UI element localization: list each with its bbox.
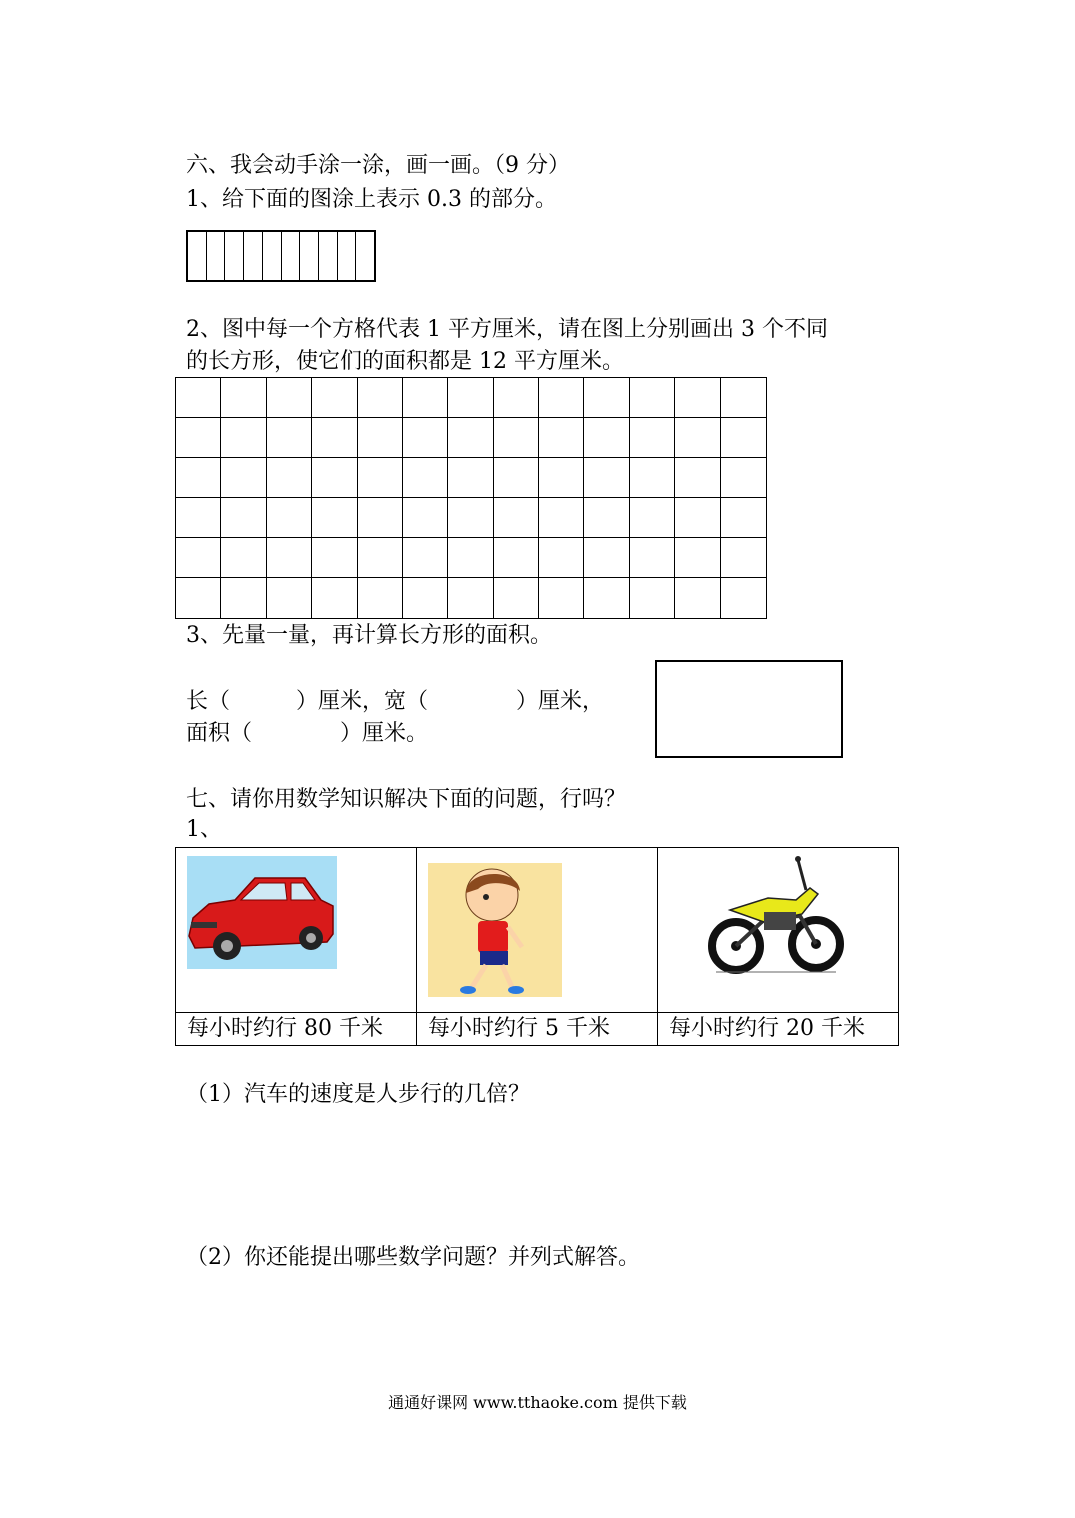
grid-square[interactable] [630,498,675,538]
question-3-area: 面积（ ）厘米。 [186,721,429,746]
strip-cell[interactable] [300,232,319,280]
grid-square[interactable] [403,418,448,458]
motorcycle-icon [706,854,846,980]
grid-square[interactable] [176,378,221,418]
grid-square[interactable] [267,418,312,458]
grid-square[interactable] [312,418,357,458]
strip-cell[interactable] [263,232,282,280]
grid-square[interactable] [584,578,629,618]
question-1: 1、给下面的图涂上表示 0.3 的部分。 [186,187,557,212]
grid-square[interactable] [176,538,221,578]
grid-square[interactable] [721,538,766,578]
motorcycle-speed-label: 每小时约行 20 千米 [658,1013,899,1046]
grid-square[interactable] [312,578,357,618]
grid-square[interactable] [630,458,675,498]
grid-square[interactable] [403,538,448,578]
grid-square[interactable] [584,458,629,498]
grid-square[interactable] [630,418,675,458]
grid-square[interactable] [358,378,403,418]
grid-square[interactable] [221,418,266,458]
grid-square[interactable] [358,498,403,538]
grid-square[interactable] [675,538,720,578]
grid-square[interactable] [448,498,493,538]
strip-cell[interactable] [356,232,374,280]
grid-square[interactable] [584,498,629,538]
question-2-line2: 的长方形，使它们的面积都是 12 平方厘米。 [186,349,624,374]
grid-square[interactable] [267,498,312,538]
grid-square[interactable] [675,578,720,618]
grid-square[interactable] [539,378,584,418]
grid-square[interactable] [675,498,720,538]
question-3: 3、先量一量，再计算长方形的面积。 [186,623,552,648]
boy-cell [417,848,658,1013]
strip-cell[interactable] [338,232,357,280]
grid-square[interactable] [403,578,448,618]
grid-square[interactable] [539,538,584,578]
grid-square[interactable] [221,378,266,418]
grid-square[interactable] [358,458,403,498]
strip-cell[interactable] [282,232,301,280]
grid-square[interactable] [721,378,766,418]
grid-square[interactable] [358,578,403,618]
footer: 通通好课网 www.tthaoke.com 提供下载 [388,1393,687,1412]
car-cell [176,848,417,1013]
walk-speed-label: 每小时约行 5 千米 [417,1013,658,1046]
grid-square[interactable] [358,418,403,458]
measure-rectangle [655,660,843,758]
strip-cell[interactable] [244,232,263,280]
strip-cell[interactable] [188,232,207,280]
car-speed-label: 每小时约行 80 千米 [176,1013,417,1046]
grid-square[interactable] [675,418,720,458]
grid-square[interactable] [403,458,448,498]
grid-square[interactable] [267,578,312,618]
grid-square[interactable] [494,378,539,418]
grid-square[interactable] [403,378,448,418]
grid-square[interactable] [539,458,584,498]
grid-square[interactable] [448,378,493,418]
grid-square[interactable] [539,498,584,538]
grid-square[interactable] [675,458,720,498]
grid-square[interactable] [221,498,266,538]
strip-cell[interactable] [319,232,338,280]
speed-table [175,847,899,1046]
grid-square[interactable] [448,578,493,618]
question-3-dimensions: 长（ ）厘米，宽（ ）厘米， [186,689,605,714]
grid-square[interactable] [221,578,266,618]
strip-cell[interactable] [225,232,244,280]
grid-square[interactable] [630,378,675,418]
grid-square[interactable] [584,418,629,458]
grid-square[interactable] [539,418,584,458]
grid-square[interactable] [176,458,221,498]
car-icon [187,856,337,969]
strip-cell[interactable] [207,232,226,280]
grid-square[interactable] [312,538,357,578]
grid-square[interactable] [312,498,357,538]
sub-question-1: （1）汽车的速度是人步行的几倍？ [186,1082,530,1107]
grid-square[interactable] [721,418,766,458]
grid-square[interactable] [675,378,720,418]
section7-title: 七、请你用数学知识解决下面的问题，行吗？ [186,787,627,812]
grid-square[interactable] [494,538,539,578]
grid-square[interactable] [539,578,584,618]
grid-square[interactable] [721,458,766,498]
tenths-strip[interactable] [186,230,376,282]
grid-square[interactable] [358,538,403,578]
grid-square[interactable] [312,458,357,498]
question-7-1: 1、 [186,817,222,842]
grid-square[interactable] [448,538,493,578]
grid-square[interactable] [448,458,493,498]
grid-square[interactable] [403,498,448,538]
grid-square[interactable] [448,418,493,458]
grid-square[interactable] [494,458,539,498]
grid-square[interactable] [630,578,675,618]
grid-square[interactable] [494,498,539,538]
grid-square[interactable] [267,378,312,418]
sub-question-2: （2）你还能提出哪些数学问题？并列式解答。 [186,1245,640,1270]
grid-square[interactable] [630,538,675,578]
question-2-line1: 2、图中每一个方格代表 1 平方厘米，请在图上分别画出 3 个不同 [186,317,828,342]
square-grid[interactable] [175,377,767,619]
grid-square[interactable] [176,418,221,458]
motorcycle-cell [658,848,899,1013]
grid-square[interactable] [584,378,629,418]
section6-title: 六、我会动手涂一涂，画一画。（9 分） [186,153,570,178]
grid-square[interactable] [721,498,766,538]
grid-square[interactable] [267,538,312,578]
grid-square[interactable] [494,418,539,458]
grid-square[interactable] [176,578,221,618]
grid-square[interactable] [176,498,221,538]
grid-square[interactable] [267,458,312,498]
grid-square[interactable] [721,578,766,618]
grid-square[interactable] [221,458,266,498]
grid-square[interactable] [312,378,357,418]
walking-boy-icon [428,863,562,997]
grid-square[interactable] [584,538,629,578]
grid-square[interactable] [494,578,539,618]
grid-square[interactable] [221,538,266,578]
